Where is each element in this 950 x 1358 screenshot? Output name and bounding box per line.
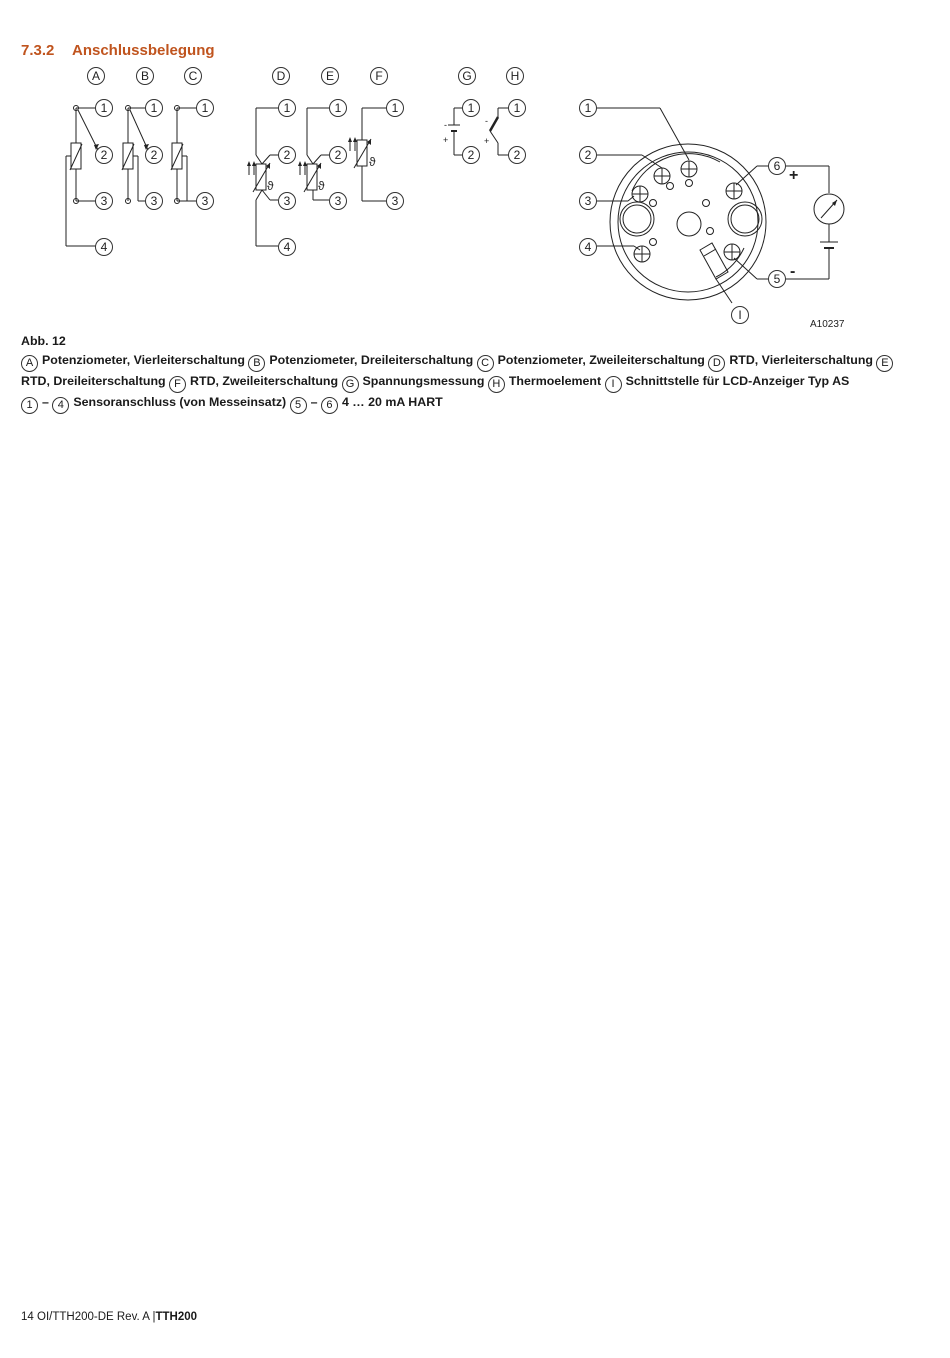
range-to-2: 6 [321,397,338,414]
footer-separator: | [152,1311,156,1323]
range-dash-1: – [42,394,49,409]
legend-marker-e: E [876,355,893,372]
terminal-markers [96,100,786,324]
marker-c: C [188,69,198,83]
circuit-b [122,106,148,204]
figure-reference-code: A10237 [810,319,845,330]
marker-d: D [276,69,286,83]
range-from-2: 5 [290,397,307,414]
transmitter-head [597,108,844,303]
legend-text-h: Thermoelement [508,373,602,388]
terminal-head-1: 1 [584,101,592,115]
marker-f: F [375,69,383,83]
range-to-1: 4 [52,397,69,414]
terminal-b-1: 1 [150,101,158,115]
page-footer [21,1311,197,1323]
polarity-h-minus: - [485,116,488,126]
legend-text-b: Potenziometer, Dreileiterschaltung [269,352,474,367]
terminal-e-3: 3 [334,194,342,208]
circuit-letter-markers [88,68,524,85]
circuit-h [490,108,508,155]
terminal-h-1: 1 [513,101,521,115]
legend-text-e: RTD, Dreileiterschaltung [21,373,166,388]
terminal-f-3: 3 [391,194,399,208]
circuit-e [300,108,329,200]
terminal-a-1: 1 [100,101,108,115]
polarity-loop-plus: + [789,167,799,184]
circuit-d [249,108,278,246]
legend-line [21,351,901,393]
document-id: OI/TTH200-DE Rev. A [37,1311,150,1323]
terminal-d-4: 4 [283,240,291,254]
terminal-head-5: 5 [773,272,781,286]
legend-marker-h: H [488,376,505,393]
section-number: 7.3.2 [21,42,55,59]
product-name: TTH200 [155,1311,198,1323]
legend-marker-f: F [169,376,186,393]
marker-e: E [325,69,335,83]
legend-marker-i: I [605,376,622,393]
terminal-head-3: 3 [584,194,592,208]
section-heading [21,42,215,59]
legend-marker-g: G [342,376,359,393]
range-text-2: 4 … 20 mA HART [341,394,443,409]
polarity-g-plus: + [443,135,449,145]
terminal-head-6: 6 [773,159,781,173]
terminal-g-1: 1 [467,101,475,115]
terminal-d-2: 2 [283,148,291,162]
range-from-1: 1 [21,397,38,414]
range-legend-line [21,393,901,414]
interface-marker: I [738,308,742,322]
terminal-f-1: 1 [391,101,399,115]
circuit-g [448,108,462,155]
terminal-g-2: 2 [467,148,475,162]
terminal-head-4: 4 [584,240,592,254]
terminal-b-2: 2 [150,148,158,162]
legend-marker-d: D [708,355,725,372]
legend-text-d: RTD, Vierleiterschaltung [729,352,874,367]
terminal-a-2: 2 [100,148,108,162]
terminal-e-2: 2 [334,148,342,162]
marker-a: A [91,69,101,83]
terminal-d-1: 1 [283,101,291,115]
terminal-c-3: 3 [201,194,209,208]
legend-text-i: Schnittstelle für LCD-Anzeiger Typ AS [625,373,850,388]
polarity-h-plus: + [484,136,490,146]
legend-text-c: Potenziometer, Zweileiterschaltung [497,352,705,367]
legend-marker-a: A [21,355,38,372]
theta-symbol-e: ϑ [318,179,325,193]
marker-g: G [462,69,472,83]
legend-text-a: Potenziometer, Vierleiterschaltung [42,352,245,367]
range-text-1: Sensoranschluss (von Messeinsatz) [73,394,287,409]
range-dash-2: – [310,394,318,409]
polarity-g-minus: - [444,120,447,130]
legend-marker-c: C [477,355,494,372]
terminal-head-2: 2 [584,148,592,162]
terminal-b-3: 3 [150,194,158,208]
polarity-loop-minus: - [790,263,796,280]
terminal-a-3: 3 [100,194,108,208]
wiring-diagram [0,60,950,332]
circuit-c [171,106,196,204]
terminal-h-2: 2 [513,148,521,162]
legend-text-g: Spannungsmessung [362,373,485,388]
terminal-d-3: 3 [283,194,291,208]
section-title: Anschlussbelegung [72,42,215,59]
figure-label: Abb. 12 [21,334,66,348]
page-number: 14 [21,1311,34,1323]
circuit-a [66,106,98,247]
figure-caption [21,332,901,414]
theta-symbol-f: ϑ [369,155,376,169]
marker-b: B [140,69,150,83]
legend-marker-b: B [248,355,265,372]
terminal-a-4: 4 [100,240,108,254]
circuit-f [350,108,386,201]
terminal-c-1: 1 [201,101,209,115]
marker-h: H [510,69,520,83]
terminal-e-1: 1 [334,101,342,115]
theta-symbol-d: ϑ [267,179,274,193]
legend-text-f: RTD, Zweileiterschaltung [190,373,339,388]
